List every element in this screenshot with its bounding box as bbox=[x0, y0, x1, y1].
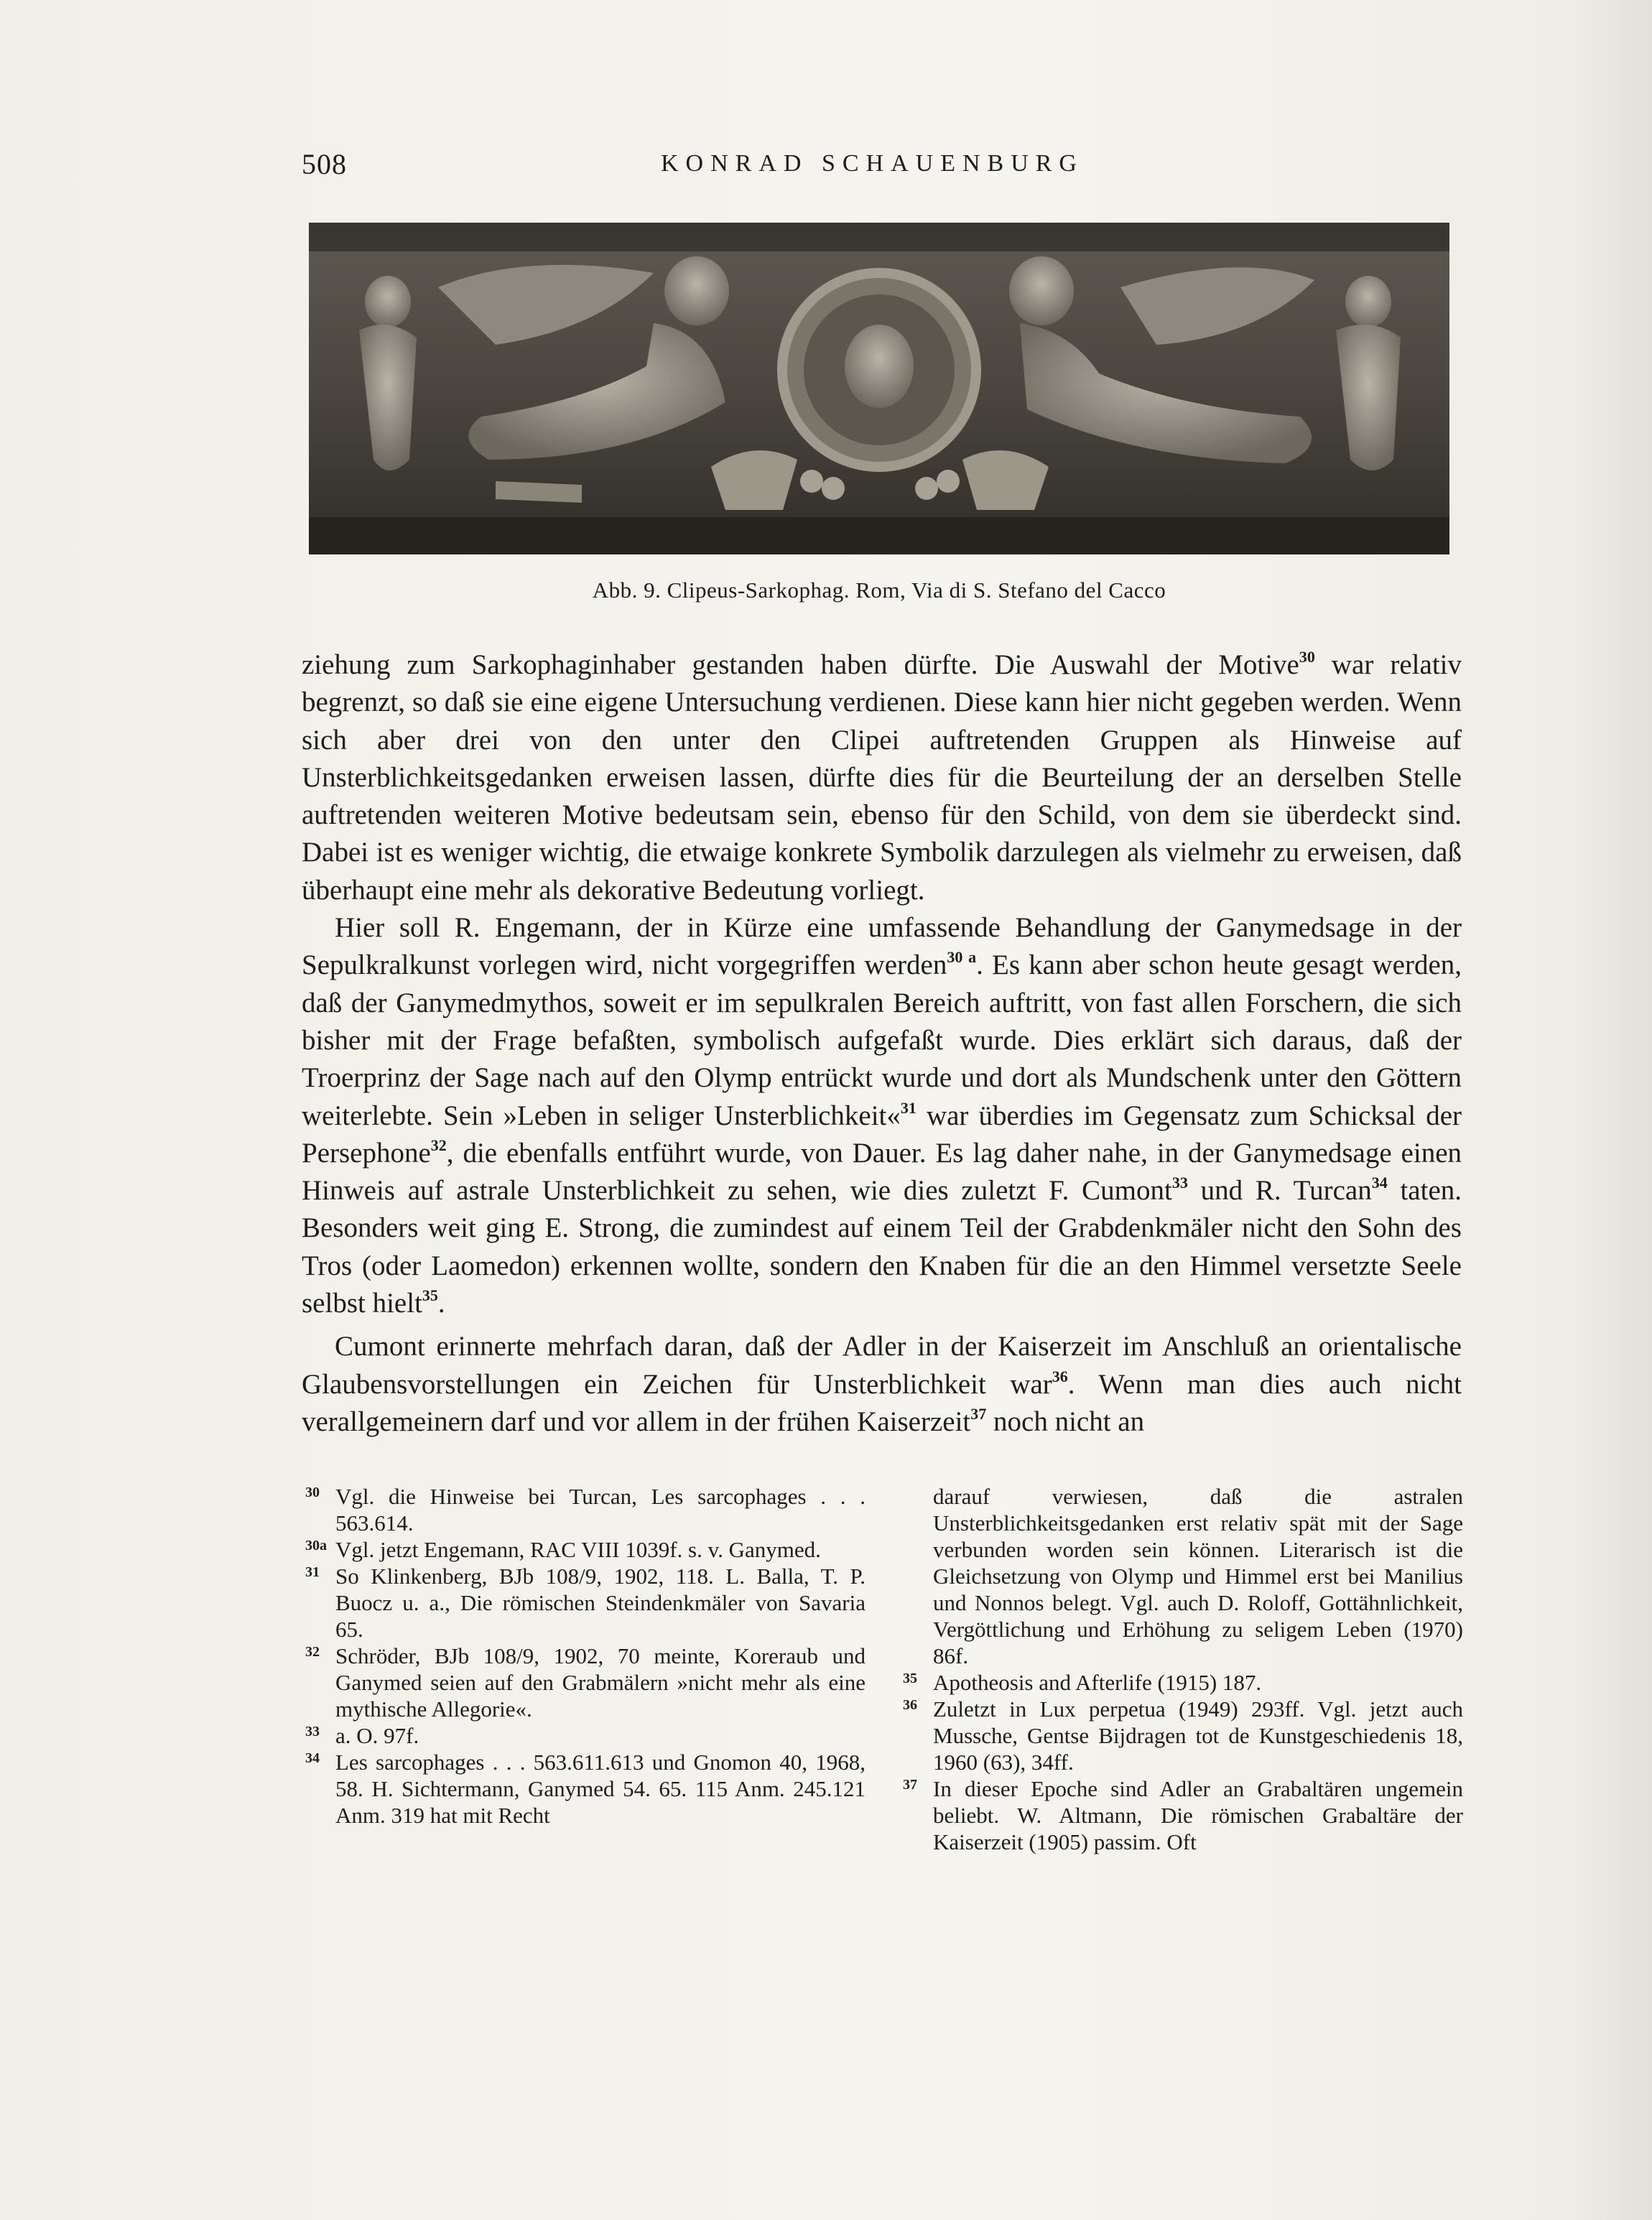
footnote: 37 In dieser Epoche sind Adler an Grabaltären ungemein beliebt. W. Altmann, Die römischen Grabaltäre der Kaiserzeit (1905) passim. Oft bbox=[903, 1776, 1463, 1854]
paragraph-2 bbox=[302, 909, 1462, 1322]
text-run: . bbox=[437, 1288, 445, 1319]
footnote-ref: 37 bbox=[970, 1404, 987, 1423]
text-run: . Wenn man dies auch nicht verallgemeinern darf und vor allem in der frühen Kaiserzeit bbox=[302, 1368, 1462, 1437]
page-number: 508 bbox=[302, 148, 347, 180]
footnote: 31 So Klinkenberg, BJb 108/9, 1902, 118. L. Balla, T. P. Buocz u. a., Die römischen Steindenkmäler von Savaria 65. bbox=[305, 1564, 866, 1642]
footnote-ref: 31 bbox=[900, 1098, 917, 1117]
footnote: 30 Vgl. die Hinweise bei Turcan, Les sarcophages . . . 563.614. bbox=[305, 1484, 866, 1536]
footnote-text: Vgl. jetzt Engemann, RAC VIII 1039f. s. v. Ganymed. bbox=[335, 1537, 821, 1562]
footnote: 33 a. O. 97f. bbox=[305, 1723, 419, 1748]
footnote-text: So Klinkenberg, BJb 108/9, 1902, 118. L. Balla, T. P. Buocz u. a., Die römischen Steindenkmäler von Savaria 65. bbox=[335, 1564, 866, 1642]
footnote: 32 Schröder, BJb 108/9, 1902, 70 meinte, Koreraub und Ganymed seien auf den Grabmälern »nicht mehr als eine mythische Allegorie«. bbox=[305, 1643, 866, 1722]
page-header bbox=[302, 147, 1465, 190]
text-run: , die ebenfalls entführt wurde, von Dauer. Es lag daher nahe, in der Ganymedsage einen Hinweis auf astrale Unsterblichkeit zu sehen, wie dies zuletzt F. Cumont bbox=[302, 1137, 1462, 1207]
footnote-ref: 35 bbox=[422, 1286, 438, 1305]
text-run: . Es kann aber schon heute gesagt werden, daß der Ganymedmythos, soweit er im sepulkralen Bereich auftritt, von fast allen Forschern, die sich bisher mit der Frage befaßten, symbolisch aufgefaßt wurde. Dies erklärt sich daraus, daß der Troerprinz der Sage nach auf den Olymp entrückt wurde und dort als Mundschenk unter den Göttern weiterlebte. Sein »Leben in seliger Unsterblichkeit« bbox=[302, 949, 1462, 1131]
footnote-continuation: darauf verwiesen, daß die astralen Unsterblichkeitsgedanken erst relativ spät mit der Sage verbunden worden sein können. Literarisch ist die Gleichsetzung von Olymp und Himmel erst bei Manilius und Nonnos belegt. Vgl. auch D. Roloff, Gottähnlichkeit, Vergöttlichung und Erhöhung zu seligem Leben (1970) 86f. bbox=[933, 1484, 1463, 1668]
footnote-ref: 30 a bbox=[947, 948, 977, 967]
text-run: taten. Besonders weit ging E. Strong, die zumindest auf einem Teil der Grabdenkmäler nicht den Sohn des Tros (oder Laomedon) erkennen wollte, sondern den Knaben für die an den Himmel versetzte Seele selbst hielt bbox=[302, 1175, 1462, 1319]
text-run: noch nicht an bbox=[986, 1406, 1145, 1437]
footnote-ref: 34 bbox=[1371, 1174, 1388, 1192]
footnote: 30a Vgl. jetzt Engemann, RAC VIII 1039f. s. v. Ganymed. bbox=[305, 1537, 821, 1562]
text-run: war relativ begrenzt, so daß sie eine eigene Untersuchung verdienen. Diese kann hier nicht gegeben werden. Wenn sich aber drei von den unter den Clipei auftretenden Gruppen als Hinweise auf Unsterblichkeitsgedanken erweisen lassen, dürfte dies für die Beurteilung der an derselben Stelle auftretenden weiteren Motive bedeutsam sein, ebenso für den Schild, von dem sie überdeckt sind. Dabei ist es weniger wichtig, die etwaige konkrete Symbolik darzulegen als vielmehr zu erweisen, daß überhaupt eine mehr als dekorative Bedeutung vorliegt. bbox=[302, 649, 1462, 906]
footnote-text: In dieser Epoche sind Adler an Grabaltären ungemein beliebt. W. Altmann, Die römischen Grabaltäre der Kaiserzeit (1905) passim. Oft bbox=[933, 1776, 1463, 1854]
footnote: 36 Zuletzt in Lux perpetua (1949) 293ff. Vgl. jetzt auch Mussche, Gentse Bijdragen tot de Kunstgeschiedenis 18, 1960 (63), 34ff. bbox=[903, 1696, 1463, 1775]
footnote: 35 Apotheosis and Afterlife (1915) 187. bbox=[903, 1670, 1262, 1695]
footnote: 34 Les sarcophages . . . 563.611.613 und Gnomon 40, 1968, 58. H. Sichtermann, Ganymed 54. 65. 115 Anm. 245.121 Anm. 319 hat mit Recht bbox=[305, 1750, 866, 1828]
text-run: Cumont erinnerte mehrfach daran, daß der Adler in der Kaiserzeit im Anschluß an orientalische Glaubensvorstellungen ein Zeichen für Unsterblichkeit war bbox=[302, 1331, 1462, 1400]
footnotes-right-column bbox=[903, 1483, 1463, 1855]
paragraph-3 bbox=[302, 1328, 1462, 1441]
footnote-ref: 36 bbox=[1052, 1367, 1068, 1385]
body-text bbox=[302, 646, 1462, 1441]
figure-caption: Abb. 9. Clipeus-Sarkophag. Rom, Via di S. Stefano del Cacco bbox=[592, 577, 1166, 603]
footnotes-left-column bbox=[305, 1483, 866, 1829]
footnote-ref: 32 bbox=[430, 1135, 447, 1154]
text-run: war überdies im Gegensatz zum Schicksal der Persephone bbox=[302, 1100, 1462, 1169]
footnote-text: Zuletzt in Lux perpetua (1949) 293ff. Vgl. jetzt auch Mussche, Gentse Bijdragen tot de Kunstgeschiedenis 18, 1960 (63), 34ff. bbox=[933, 1696, 1463, 1775]
footnote-ref: 33 bbox=[1171, 1174, 1188, 1192]
page-edge-shadow bbox=[1566, 0, 1652, 2220]
paragraph-1 bbox=[302, 646, 1462, 909]
text-run: Hier soll R. Engemann, der in Kürze eine umfassende Behandlung der Ganymedsage in der Sepulkralkunst vorlegen wird, nicht vorgegriffen werden bbox=[302, 912, 1462, 981]
footnote-ref: 30 bbox=[1299, 648, 1315, 666]
footnote-text: Schröder, BJb 108/9, 1902, 70 meinte, Koreraub und Ganymed seien auf den Grabmälern »nicht mehr als eine mythische Allegorie«. bbox=[335, 1643, 866, 1722]
footnote-text: a. O. 97f. bbox=[335, 1723, 419, 1748]
footnote-text: Les sarcophages . . . 563.611.613 und Gnomon 40, 1968, 58. H. Sichtermann, Ganymed 54. 65. 115 Anm. 245.121 Anm. 319 hat mit Recht bbox=[335, 1750, 866, 1828]
footnote-text: Vgl. die Hinweise bei Turcan, Les sarcophages . . . 563.614. bbox=[335, 1484, 866, 1536]
figure-photo bbox=[309, 223, 1449, 554]
text-run: ziehung zum Sarkophaginhaber gestanden haben dürfte. Die Auswahl der Motive bbox=[302, 649, 1299, 680]
footnote-text: Apotheosis and Afterlife (1915) 187. bbox=[933, 1670, 1262, 1695]
sarcophagus-relief-photo-icon bbox=[309, 223, 1449, 554]
text-run: und R. Turcan bbox=[1187, 1175, 1372, 1207]
running-head: KONRAD SCHAUENBURG bbox=[661, 150, 1084, 177]
